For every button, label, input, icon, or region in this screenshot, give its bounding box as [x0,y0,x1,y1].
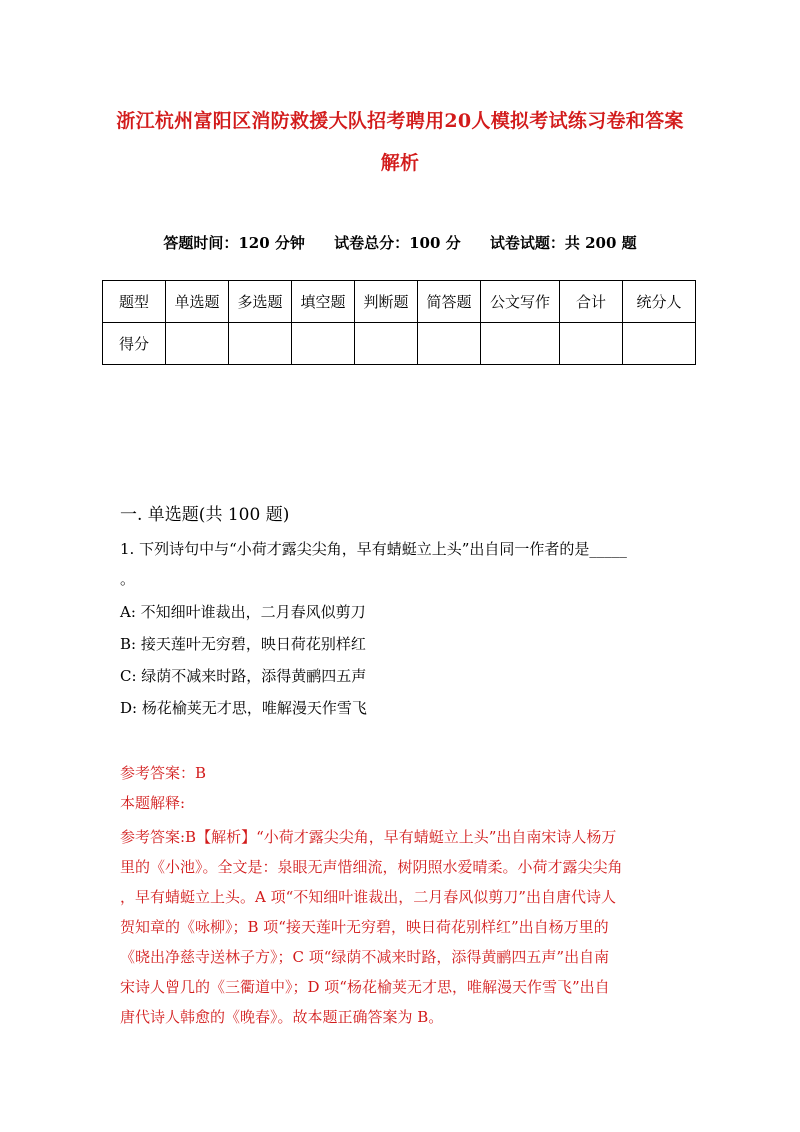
score-table-header-row [103,281,696,323]
score-cell [229,323,292,365]
row-label-cell: 得分 [103,323,166,365]
explanation-line: ，早有蜻蜓立上头。A 项“不知细叶谁裁出，二月春风似剪刀”出自唐代诗人 [120,888,616,906]
question-stem: 1. 下列诗句中与“小荷才露尖尖角，早有蜻蜓立上头”出自同一作者的是_____ [120,540,627,558]
header-cell: 题型 [103,281,166,323]
option-d: D: 杨花榆荚无才思，唯解漫天作雪飞 [120,699,367,717]
score-cell [292,323,355,365]
score-cell [166,323,229,365]
option-b: B: 接天莲叶无穷碧，映日荷花别样红 [120,635,366,653]
header-cell: 简答题 [418,281,481,323]
section-heading: 一. 单选题(共 100 题) [120,505,290,525]
explanation-line: 参考答案:B【解析】“小荷才露尖尖角，早有蜻蜓立上头”出自南宋诗人杨万 [120,828,617,846]
option-c: C: 绿荫不减来时路，添得黄鹂四五声 [120,667,367,685]
exam-meta [100,232,700,253]
explanation-line: 《晓出净慈寺送林子方》；C 项“绿荫不减来时路，添得黄鹂四五声”出自南 [120,948,610,966]
score-cell [355,323,418,365]
explanation-text [120,822,682,1032]
explanation-line: 唐代诗人韩愈的《晚春》。故本题正确答案为 B。 [120,1008,444,1026]
header-cell: 填空题 [292,281,355,323]
explanation-line: 宋诗人曾几的《三衢道中》；D 项“杨花榆荚无才思，唯解漫天作雪飞”出自 [120,978,610,996]
question-stem-continued: 。 [120,570,136,588]
explanation-line: 贺知章的《咏柳》；B 项“接天莲叶无穷碧，映日荷花别样红”出自杨万里的 [120,918,609,936]
header-cell: 公文写作 [481,281,560,323]
header-cell: 合计 [560,281,623,323]
explanation-line: 里的《小池》。全文是：泉眼无声惜细流，树阴照水爱晴柔。小荷才露尖尖角 [120,858,623,876]
header-cell: 多选题 [229,281,292,323]
exam-question-count: 试卷试题：共 200 题 [489,234,637,252]
exam-time: 答题时间：120 分钟 [163,234,305,252]
score-table-score-row [103,323,696,365]
score-cell [623,323,696,365]
header-cell: 判断题 [355,281,418,323]
score-cell [560,323,623,365]
header-cell: 统分人 [623,281,696,323]
option-a: A: 不知细叶谁裁出，二月春风似剪刀 [120,603,366,621]
header-cell: 单选题 [166,281,229,323]
score-cell [418,323,481,365]
reference-answer: 参考答案：B [120,764,207,782]
document-title-continued: 解析 [380,152,420,174]
document-title: 浙江杭州富阳区消防救援大队招考聘用20人模拟考试练习卷和答案 [116,110,684,132]
explanation-label: 本题解释: [120,794,186,812]
exam-total-score: 试卷总分：100 分 [334,234,461,252]
score-cell [481,323,560,365]
score-table [102,280,696,365]
